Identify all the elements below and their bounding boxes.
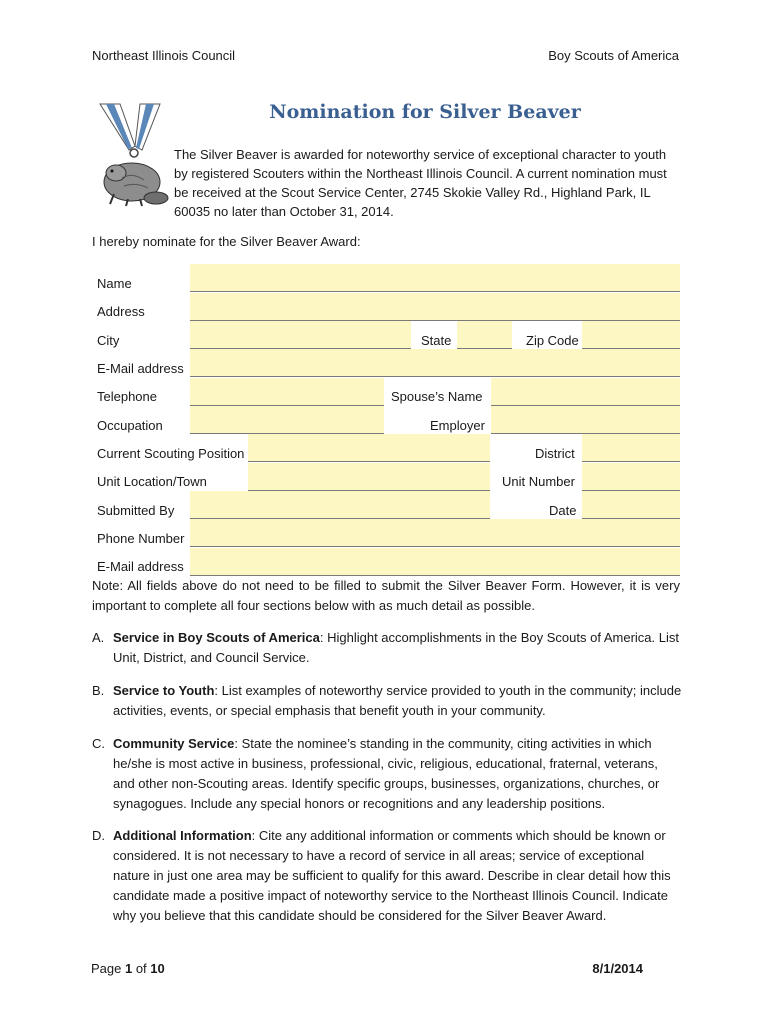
section-a-heading: Service in Boy Scouts of America (113, 630, 320, 645)
email2-field[interactable] (190, 548, 680, 576)
submitted-by-field[interactable] (190, 491, 490, 519)
page-indicator (91, 961, 165, 976)
name-field[interactable] (190, 264, 680, 292)
city-label: City (97, 333, 120, 348)
zip-field[interactable] (582, 321, 680, 349)
page-total: 10 (150, 961, 165, 976)
page-prefix: Page (91, 961, 125, 976)
section-b (92, 681, 682, 721)
unit-location-field[interactable] (248, 463, 490, 491)
occupation-label: Occupation (97, 418, 163, 433)
state-field[interactable] (457, 321, 512, 349)
section-d-heading: Additional Information (113, 828, 252, 843)
note-paragraph: Note: All fields above do not need to be filled to submit the Silver Beaver Form. However, it is very important to complete all four sections below with as much detail as possible. (92, 578, 680, 613)
spouse-label: Spouse’s Name (391, 389, 483, 404)
section-a-body: : Highlight accomplishments in the Boy Scouts of America. List Unit, District, and Council Service. (113, 630, 679, 665)
intro-paragraph: The Silver Beaver is awarded for noteworthy service of exceptional character to youth by registered Scouters within the Northeast Illinois Council. A current nomination must be received at the Scout Service Center, 2745 Skokie Valley Rd., Highland Park, IL 60035 no later than October 31, 2014. (174, 147, 667, 219)
email-field[interactable] (190, 349, 680, 377)
header-bsa: Boy Scouts of America (548, 48, 679, 63)
spouse-field[interactable] (491, 378, 680, 406)
section-b-heading: Service to Youth (113, 683, 215, 698)
section-c-heading: Community Service (113, 736, 235, 751)
telephone-field[interactable] (190, 378, 384, 406)
district-field[interactable] (582, 434, 680, 462)
address-field[interactable] (190, 293, 680, 321)
occupation-field[interactable] (190, 406, 384, 434)
unit-number-label: Unit Number (502, 474, 575, 489)
date-field[interactable] (582, 491, 680, 519)
section-c-body: : State the nominee’s standing in the community, citing activities in which he/she is most active in business, professional, civic, religious, educational, fraternal, veterans, and other non-Scouting areas. Identify specific groups, businesses, organizations, churches, or synagogues. Include any special honors or recognitions and any leadership positions. (113, 736, 660, 811)
section-b-body: : List examples of noteworthy service provided to youth in the community; include activities, events, or special emphasis that benefit youth in your community. (113, 683, 682, 718)
employer-field[interactable] (491, 406, 680, 434)
section-b-letter: B. (92, 683, 105, 698)
position-label: Current Scouting Position (97, 446, 245, 461)
phone-field[interactable] (190, 519, 680, 547)
header-council: Northeast Illinois Council (92, 48, 236, 63)
zip-label: Zip Code (526, 333, 579, 348)
footer-date (592, 961, 643, 976)
nominate-line: I hereby nominate for the Silver Beaver Award: (92, 234, 361, 249)
employer-label: Employer (430, 418, 485, 433)
page-number: 1 (124, 961, 133, 976)
address-label: Address (97, 304, 145, 319)
email2-label: E-Mail address (97, 559, 184, 574)
unit-number-field[interactable] (582, 463, 680, 491)
position-field[interactable] (248, 434, 490, 462)
name-label: Name (97, 276, 132, 291)
section-d (92, 826, 682, 926)
unit-location-label: Unit Location/Town (97, 474, 207, 489)
section-d-body: : Cite any additional information or comments which should be known or considered. It is not necessary to have a record of service in all areas; service of exceptional nature in just one area may be sufficient to qualify for this award. Describe in clear detail how this candidate made a positive impact of noteworthy service to the Northeast Illinois Council. Indicate why you believe that this candidate should be considered for the Silver Beaver Award. (113, 828, 671, 923)
state-label: State (421, 333, 452, 348)
phone-label: Phone Number (97, 531, 185, 546)
date-label: Date (549, 503, 577, 518)
telephone-label: Telephone (97, 389, 157, 404)
page-of: of (132, 961, 151, 976)
city-field[interactable] (190, 321, 411, 349)
district-label: District (535, 446, 575, 461)
section-c (92, 734, 682, 814)
section-a-letter: A. (92, 630, 105, 645)
submitted-by-label: Submitted By (97, 503, 175, 518)
page-title: Nomination for Silver Beaver (269, 101, 581, 123)
email-label: E-Mail address (97, 361, 184, 376)
silver-beaver-medal-icon (94, 102, 176, 212)
footer-date-text: 8/1/2014 (592, 961, 643, 976)
section-d-letter: D. (92, 828, 105, 843)
section-a (92, 628, 682, 668)
section-c-letter: C. (92, 736, 105, 751)
